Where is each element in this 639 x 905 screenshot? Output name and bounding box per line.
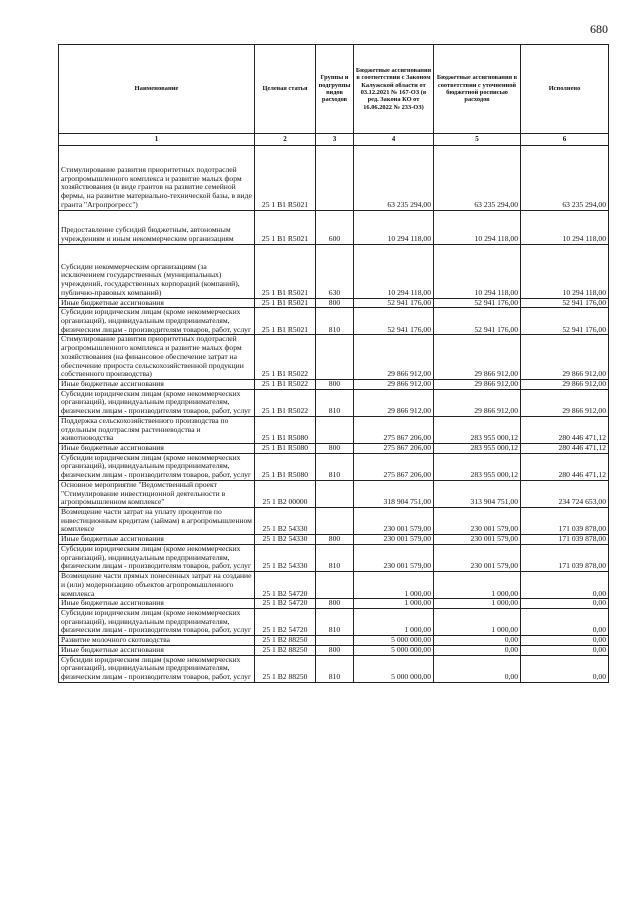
row-group: 800: [316, 444, 354, 454]
row-executed: 0,00: [521, 655, 609, 682]
table-row: [59, 480, 609, 507]
row-code: 25 1 В2 54330: [255, 508, 316, 535]
row-name: Возмещение части затрат на уплату процентов по инвестиционным кредитам (займам) в агропромышленном комплексе: [59, 508, 255, 535]
row-revised: 1 000,00: [434, 572, 521, 599]
row-name: Развитие молочного скотоводства: [59, 636, 255, 646]
row-revised: 1 000,00: [434, 608, 521, 635]
row-executed: 52 941 176,00: [521, 308, 609, 335]
row-group: 810: [316, 544, 354, 571]
table-row: [59, 444, 609, 454]
table-row: [59, 335, 609, 380]
header-name: Наименование: [59, 45, 255, 134]
row-law: 29 866 912,00: [354, 379, 434, 389]
row-group: [316, 572, 354, 599]
row-name: Субсидии юридическим лицам (кроме некоммерческих организаций), индивидуальным предпринимателям, физическим лицам - производителям товаров, работ, услуг: [59, 544, 255, 571]
row-group: 810: [316, 453, 354, 480]
row-law: 1 000,00: [354, 572, 434, 599]
row-executed: 0,00: [521, 572, 609, 599]
table-row: [59, 416, 609, 443]
row-code: 25 1 В1 R5021: [255, 158, 316, 210]
row-law: 10 294 118,00: [354, 210, 434, 244]
table-header-row: [59, 45, 609, 134]
row-law: 275 867 206,00: [354, 416, 434, 443]
row-code: 25 1 В2 54720: [255, 608, 316, 635]
column-number: 1: [59, 134, 255, 146]
row-code: 25 1 В2 00000: [255, 480, 316, 507]
row-revised: 230 001 579,00: [434, 508, 521, 535]
row-code: 25 1 В1 R5022: [255, 379, 316, 389]
table-row: [59, 636, 609, 646]
row-name: Субсидии юридическим лицам (кроме некоммерческих организаций), индивидуальным предпринимателям, физическим лицам - производителям товаров, работ, услуг: [59, 453, 255, 480]
row-name: Иные бюджетные ассигнования: [59, 645, 255, 655]
table-row: [59, 308, 609, 335]
row-law: 52 941 176,00: [354, 298, 434, 308]
row-code: 25 1 В1 R5022: [255, 335, 316, 380]
row-name: Стимулирование развития приоритетных подотраслей агропромышленного комплекса и развитие малых форм хозяйствования (на финансовое обеспечение затрат на обеспечение прироста сельскохозяйственной продукции собственного производства): [59, 335, 255, 380]
row-law: 230 001 579,00: [354, 535, 434, 545]
table-row: [59, 544, 609, 571]
row-code: 25 1 В1 R5021: [255, 298, 316, 308]
row-law: 5 000 000,00: [354, 636, 434, 646]
row-code: 25 1 В1 R5022: [255, 389, 316, 416]
row-revised: 283 955 000,12: [434, 453, 521, 480]
row-executed: 10 294 118,00: [521, 244, 609, 298]
row-group: 810: [316, 308, 354, 335]
table-row: [59, 508, 609, 535]
spacer-row: [59, 146, 609, 159]
row-name: Иные бюджетные ассигнования: [59, 444, 255, 454]
row-revised: 313 904 751,00: [434, 480, 521, 507]
table-row: [59, 645, 609, 655]
row-code: 25 1 В2 54330: [255, 535, 316, 545]
row-group: 810: [316, 389, 354, 416]
table-row: [59, 608, 609, 635]
row-executed: 0,00: [521, 599, 609, 609]
row-name: Субсидии юридическим лицам (кроме некоммерческих организаций), индивидуальным предпринимателям, физическим лицам - производителям товаров, работ, услуг: [59, 608, 255, 635]
row-revised: 230 001 579,00: [434, 544, 521, 571]
row-law: 10 294 118,00: [354, 244, 434, 298]
table-row: [59, 572, 609, 599]
row-revised: 10 294 118,00: [434, 210, 521, 244]
row-group: [316, 158, 354, 210]
column-number-row: [59, 134, 609, 146]
row-revised: 29 866 912,00: [434, 335, 521, 380]
table-row: [59, 599, 609, 609]
row-name: Стимулирование развития приоритетных подотраслей агропромышленного комплекса и развитие малых форм хозяйствования (в виде грантов на развитие семейной фермы, на развитие материально-технической базы, в виде гранта "Агропрогресс"): [59, 158, 255, 210]
row-executed: 171 039 878,00: [521, 508, 609, 535]
row-law: 52 941 176,00: [354, 308, 434, 335]
row-name: Основное мероприятие "Ведомственный проект "Стимулирование инвестиционной деятельности в агропромышленном комплексе": [59, 480, 255, 507]
budget-table: [58, 44, 609, 683]
row-group: [316, 480, 354, 507]
row-law: 275 867 206,00: [354, 453, 434, 480]
row-code: 25 1 В2 54720: [255, 572, 316, 599]
row-group: 810: [316, 655, 354, 682]
row-executed: 10 294 118,00: [521, 210, 609, 244]
row-code: 25 1 В1 R5080: [255, 453, 316, 480]
row-name: Субсидии юридическим лицам (кроме некоммерческих организаций), индивидуальным предпринимателям, физическим лицам - производителям товаров, работ, услуг: [59, 655, 255, 682]
row-group: 630: [316, 244, 354, 298]
row-executed: 29 866 912,00: [521, 389, 609, 416]
table-row: [59, 379, 609, 389]
row-law: 230 001 579,00: [354, 544, 434, 571]
row-code: 25 1 В2 88250: [255, 655, 316, 682]
row-group: 600: [316, 210, 354, 244]
row-group: 800: [316, 599, 354, 609]
row-executed: 280 446 471,12: [521, 416, 609, 443]
row-executed: 280 446 471,12: [521, 444, 609, 454]
row-revised: 0,00: [434, 645, 521, 655]
table-row: [59, 655, 609, 682]
header-law: Бюджетные ассигнования в соответствии с Законом Калужской области от 03.12.2021 № 167-ОЗ (в ред. Закона КО от 16.06.2022 № 233-ОЗ): [354, 45, 434, 134]
row-revised: 52 941 176,00: [434, 308, 521, 335]
column-number: 3: [316, 134, 354, 146]
row-law: 5 000 000,00: [354, 645, 434, 655]
column-number: 5: [434, 134, 521, 146]
header-group: Группы и подгруппы видов расходов: [316, 45, 354, 134]
row-group: 810: [316, 608, 354, 635]
row-law: 29 866 912,00: [354, 389, 434, 416]
row-code: 25 1 В2 88250: [255, 645, 316, 655]
column-number: 4: [354, 134, 434, 146]
row-group: 800: [316, 535, 354, 545]
table-row: [59, 389, 609, 416]
row-revised: 230 001 579,00: [434, 535, 521, 545]
column-number: 6: [521, 134, 609, 146]
row-group: 800: [316, 298, 354, 308]
row-executed: 0,00: [521, 645, 609, 655]
row-law: 29 866 912,00: [354, 335, 434, 380]
row-executed: 280 446 471,12: [521, 453, 609, 480]
row-revised: 63 235 294,00: [434, 158, 521, 210]
row-name: Предоставление субсидий бюджетным, автономным учреждениям и иным некоммерческим организациям: [59, 210, 255, 244]
row-law: 318 904 751,00: [354, 480, 434, 507]
table-row: [59, 210, 609, 244]
row-executed: 171 039 878,00: [521, 544, 609, 571]
row-law: 5 000 000,00: [354, 655, 434, 682]
row-code: 25 1 В2 54330: [255, 544, 316, 571]
row-group: [316, 636, 354, 646]
row-code: 25 1 В1 R5021: [255, 210, 316, 244]
column-number: 2: [255, 134, 316, 146]
row-revised: 283 955 000,12: [434, 444, 521, 454]
row-name: Поддержка сельскохозяйственного производства по отдельным подотраслям растениеводства и животноводства: [59, 416, 255, 443]
row-revised: 10 294 118,00: [434, 244, 521, 298]
header-revised: Бюджетные ассигнования в соответствии с уточненной бюджетной росписью расходов: [434, 45, 521, 134]
row-executed: 0,00: [521, 608, 609, 635]
row-law: 1 000,00: [354, 599, 434, 609]
row-executed: 0,00: [521, 636, 609, 646]
header-code: Целевая статья: [255, 45, 316, 134]
row-code: 25 1 В1 R5021: [255, 308, 316, 335]
row-executed: 171 039 878,00: [521, 535, 609, 545]
header-executed: Исполнено: [521, 45, 609, 134]
row-executed: 234 724 653,00: [521, 480, 609, 507]
row-code: 25 1 В1 R5021: [255, 244, 316, 298]
row-name: Субсидии юридическим лицам (кроме некоммерческих организаций), индивидуальным предпринимателям, физическим лицам - производителям товаров, работ, услуг: [59, 308, 255, 335]
row-name: Иные бюджетные ассигнования: [59, 379, 255, 389]
row-revised: 29 866 912,00: [434, 379, 521, 389]
row-name: Субсидии некоммерческим организациям (за исключением государственных (муниципальных) учреждений, государственных корпораций (компаний), публично-правовых компаний): [59, 244, 255, 298]
row-law: 1 000,00: [354, 608, 434, 635]
row-executed: 29 866 912,00: [521, 379, 609, 389]
row-name: Иные бюджетные ассигнования: [59, 599, 255, 609]
row-revised: 52 941 176,00: [434, 298, 521, 308]
row-code: 25 1 В2 88250: [255, 636, 316, 646]
table-row: [59, 244, 609, 298]
row-group: 800: [316, 645, 354, 655]
row-code: 25 1 В2 54720: [255, 599, 316, 609]
row-group: [316, 416, 354, 443]
page-number: 680: [590, 22, 608, 36]
table-row: [59, 535, 609, 545]
row-revised: 1 000,00: [434, 599, 521, 609]
row-name: Иные бюджетные ассигнования: [59, 298, 255, 308]
row-revised: 29 866 912,00: [434, 389, 521, 416]
row-group: 800: [316, 379, 354, 389]
row-name: Иные бюджетные ассигнования: [59, 535, 255, 545]
row-law: 230 001 579,00: [354, 508, 434, 535]
row-name: Субсидии юридическим лицам (кроме некоммерческих организаций), индивидуальным предпринимателям, физическим лицам - производителям товаров, работ, услуг: [59, 389, 255, 416]
row-executed: 29 866 912,00: [521, 335, 609, 380]
row-revised: 0,00: [434, 636, 521, 646]
row-executed: 63 235 294,00: [521, 158, 609, 210]
row-name: Возмещение части прямых понесенных затрат на создание и (или) модернизацию объектов агропромышленного комплекса: [59, 572, 255, 599]
row-law: 63 235 294,00: [354, 158, 434, 210]
table-row: [59, 453, 609, 480]
row-law: 275 867 206,00: [354, 444, 434, 454]
row-revised: 0,00: [434, 655, 521, 682]
row-code: 25 1 В1 R5080: [255, 416, 316, 443]
row-group: [316, 508, 354, 535]
row-code: 25 1 В1 R5080: [255, 444, 316, 454]
row-group: [316, 335, 354, 380]
table-row: [59, 158, 609, 210]
row-revised: 283 955 000,12: [434, 416, 521, 443]
row-executed: 52 941 176,00: [521, 298, 609, 308]
